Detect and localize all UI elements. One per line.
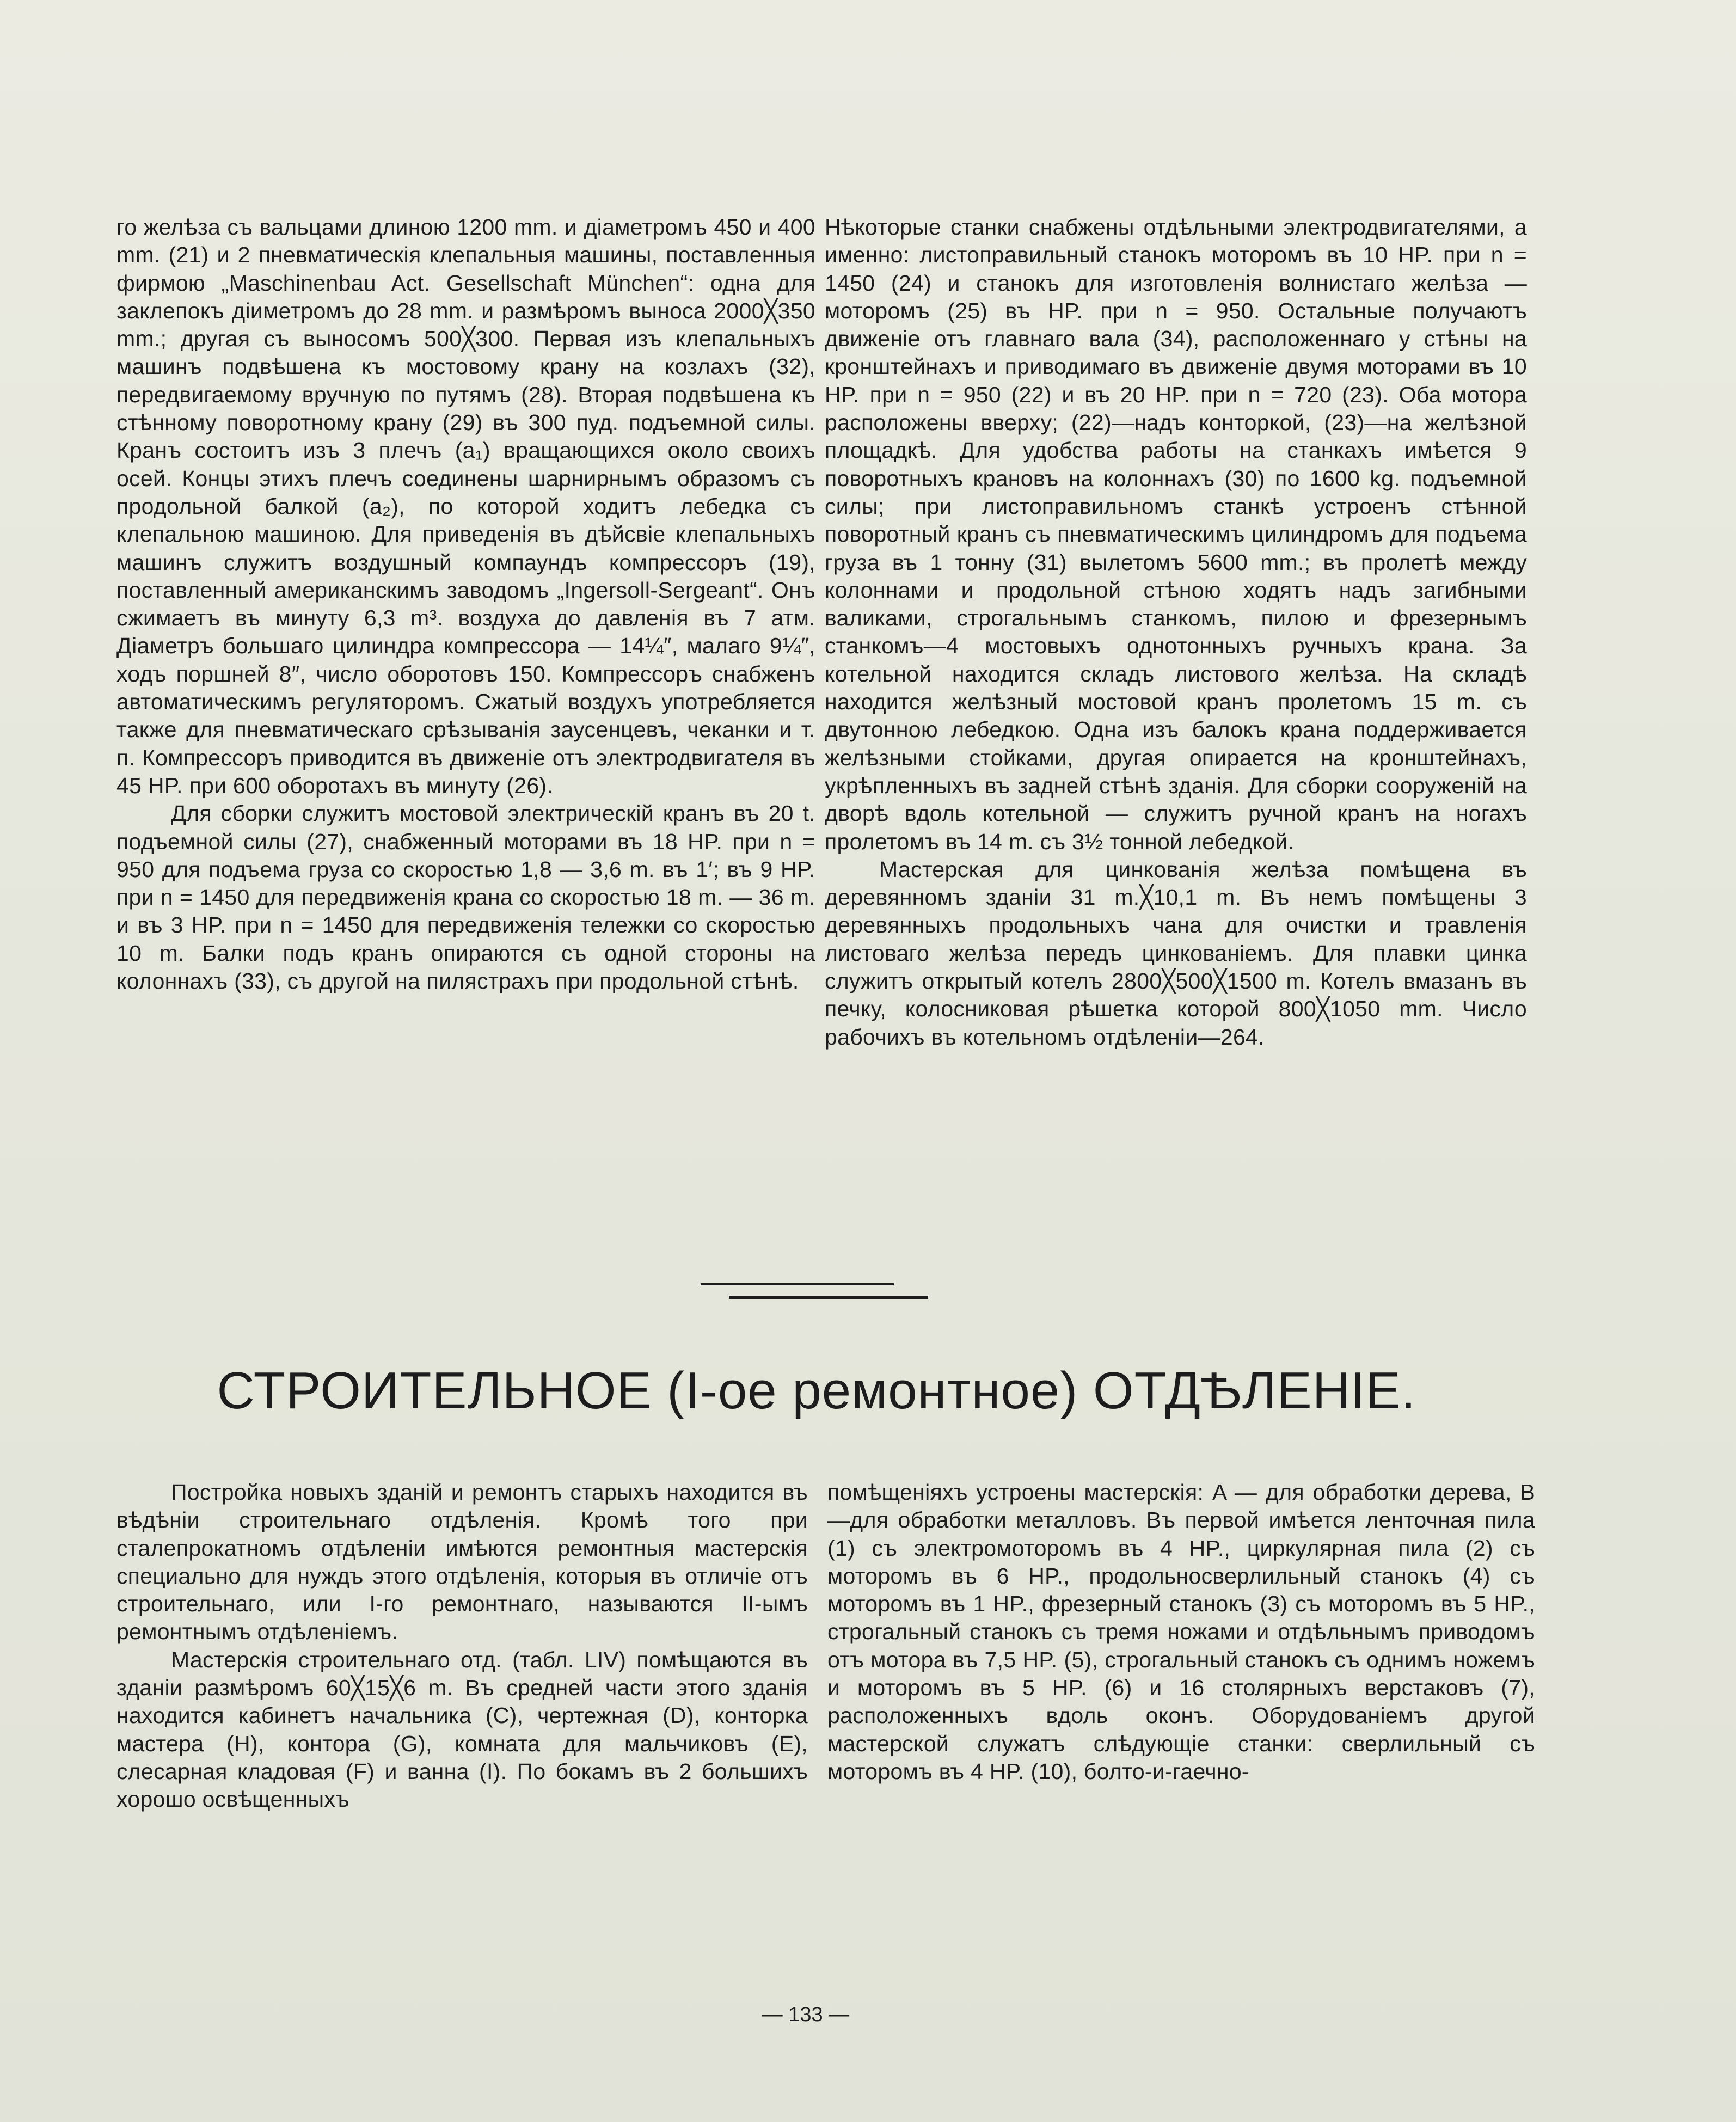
paragraph: Мастерская для цинкованія желѣза помѣщена въ деревянномъ зданіи 31 m.╳10,1 m. Въ немъ помѣщены 3 деревянныхъ продольныхъ чана для очистки и травленія листоваго желѣза передъ цинкованіемъ. Для плавки цинка служитъ открытый котелъ 2800╳500╳1500 m. Котелъ вмазанъ въ печку, колосниковая рѣшетка которой 800╳1050 mm. Число рабочихъ въ котельномъ отдѣленіи—264. xyxy=(825,856,1527,1050)
page-number: — 133 — xyxy=(762,2003,850,2026)
section-title: СТРОИТЕЛЬНОЕ (I-ое ремонтное) ОТДѢЛЕНІЕ. xyxy=(217,1361,1416,1420)
text-column-bottom-right xyxy=(827,1479,1535,1786)
text-column-bottom-left xyxy=(116,1479,808,1814)
paragraph: го желѣза съ вальцами длиною 1200 mm. и діаметромъ 450 и 400 mm. (21) и 2 пневматическія клепальныя машины, поставленныя фирмою „Maschinenbau Act. Gesellschaft München“: одна для заклепокъ діиметромъ до 28 mm. и размѣромъ выноса 2000╳350 mm.; другая съ выносомъ 500╳300. Первая изъ клепальныхъ машинъ подвѣшена къ мостовому крану на козлахъ (32), передвигаемому вручную по путямъ (28). Вторая подвѣшена къ стѣнному поворотному крану (29) въ 300 пуд. подъемной силы. Кранъ состоитъ изъ 3 плечъ (a₁) вращающихся около своихъ осей. Концы этихъ плечъ соединены шарнирнымъ образомъ съ продольной балкой (a₂), по которой ходитъ лебедка съ клепальною машиною. Для приведенія въ дѣйсвіе клепальныхъ машинъ служитъ воздушный компаундъ компрессоръ (19), поставленный американскимъ заводомъ „Ingersoll-Sergeant“. Онъ сжимаетъ въ минуту 6,3 m³. воздуха до давленія въ 7 атм. Діаметръ большаго цилиндра компрессора — 14¼″, малаго 9¼″, ходъ поршней 8″, число оборотовъ 150. Компрессоръ снабженъ автоматическимъ регуляторомъ. Сжатый воздухъ употребляется также для пневматическаго срѣзыванія заусенцевъ, чеканки и т. п. Компрессоръ приводится въ движеніе отъ электродвигателя въ 45 HP. при 600 оборотахъ въ минуту (26). xyxy=(116,214,815,798)
divider-rule-bottom xyxy=(729,1296,928,1299)
paragraph: Нѣкоторые станки снабжены отдѣльными электродвигателями, а именно: листоправильный станокъ моторомъ въ 10 HP. при n = 1450 (24) и станокъ для изготовленія волнистаго желѣза — моторомъ (25) въ HP. при n = 950. Остальные получаютъ движеніе отъ главнаго вала (34), расположеннаго у стѣны на кронштейнахъ и приводимаго въ движеніе двумя моторами въ 10 HP. при n = 950 (22) и въ 20 HP. при n = 720 (23). Оба мотора расположены вверху; (22)—надъ конторкой, (23)—на желѣзной площадкѣ. Для удобства работы на станкахъ имѣется 9 поворотныхъ крановъ на колоннахъ (30) по 1600 kg. подъемной силы; при листоправильномъ станкѣ устроенъ стѣнной поворотный кранъ съ пневматическимъ цилиндромъ для подъема груза въ 1 тонну (31) вылетомъ 5600 mm.; въ пролетѣ между колоннами и продольной стѣною ходятъ надъ загибными валиками, строгальнымъ станкомъ, пилою и фрезернымъ станкомъ—4 мостовыхъ однотонныхъ ручныхъ крана. За котельной находится складъ листового желѣза. На складѣ находится желѣзный мостовой кранъ пролетомъ 15 m. съ двутонною лебедкою. Одна изъ балокъ крана поддерживается желѣзными стойками, другая опирается на кронштейнахъ, укрѣпленныхъ въ задней стѣнѣ зданія. Для сборки сооруженій на дворѣ вдоль котельной — служитъ ручной кранъ на ногахъ пролетомъ въ 14 m. съ 3½ тонной лебедкой. xyxy=(825,214,1527,854)
paragraph: помѣщеніяхъ устроены мастерскія: A — для обработки дерева, B—для обработки металловъ. Въ первой имѣется ленточная пила (1) съ электромоторомъ въ 4 HP., циркулярная пила (2) съ моторомъ въ 6 HP., продольносверлильный станокъ (4) съ моторомъ въ 1 HP., фрезерный станокъ (3) съ моторомъ въ 5 HP., строгальный станокъ съ тремя ножами и отдѣльнымъ приводомъ отъ мотора въ 7,5 HP. (5), строгальный станокъ съ однимъ ножемъ и моторомъ въ 5 HP. (6) и 16 столярныхъ верстаковъ (7), расположенныхъ вдоль оконъ. Оборудованіемъ другой мастерской служатъ слѣдующіе станки: сверлильный съ моторомъ въ 4 HP. (10), болто-и-гаечно- xyxy=(827,1480,1535,1784)
paragraph: Для сборки служитъ мостовой электрическій кранъ въ 20 t. подъемной силы (27), снабженный моторами въ 18 HP. при n = 950 для подъема груза со скоростью 1,8 — 3,6 m. въ 1′; въ 9 HP. при n = 1450 для передвиженія крана со скоростью 18 m. — 36 m. и въ 3 HP. при n = 1450 для передвиженія тележки со скоростью 10 m. Балки подъ кранъ опираются съ одной стороны на колоннахъ (33), съ другой на пилястрахъ при продольной стѣнѣ. xyxy=(116,801,815,994)
divider-rule-top xyxy=(701,1283,894,1285)
text-column-top-left xyxy=(116,213,815,995)
paragraph: Мастерскія строительнаго отд. (табл. LIV) помѣщаются въ зданіи размѣромъ 60╳15╳6 m. Въ средней части этого зданія находится кабинетъ начальника (C), чертежная (D), конторка мастера (H), контора (G), комната для мальчиковъ (E), слесарная кладовая (F) и ванна (I). По бокамъ въ 2 большихъ хорошо освѣщенныхъ xyxy=(116,1647,808,1812)
paragraph: Постройка новыхъ зданій и ремонтъ старыхъ находится въ вѣдѣніи строительнаго отдѣленія. Кромѣ того при сталепрокатномъ отдѣленіи имѣются ремонтныя мастерскія специально для нуждъ этого отдѣленія, которыя въ отличіе отъ строительнаго, или I-го ремонтнаго, называются II-ымъ ремонтнымъ отдѣленіемъ. xyxy=(116,1480,808,1645)
text-column-top-right xyxy=(825,213,1527,1051)
